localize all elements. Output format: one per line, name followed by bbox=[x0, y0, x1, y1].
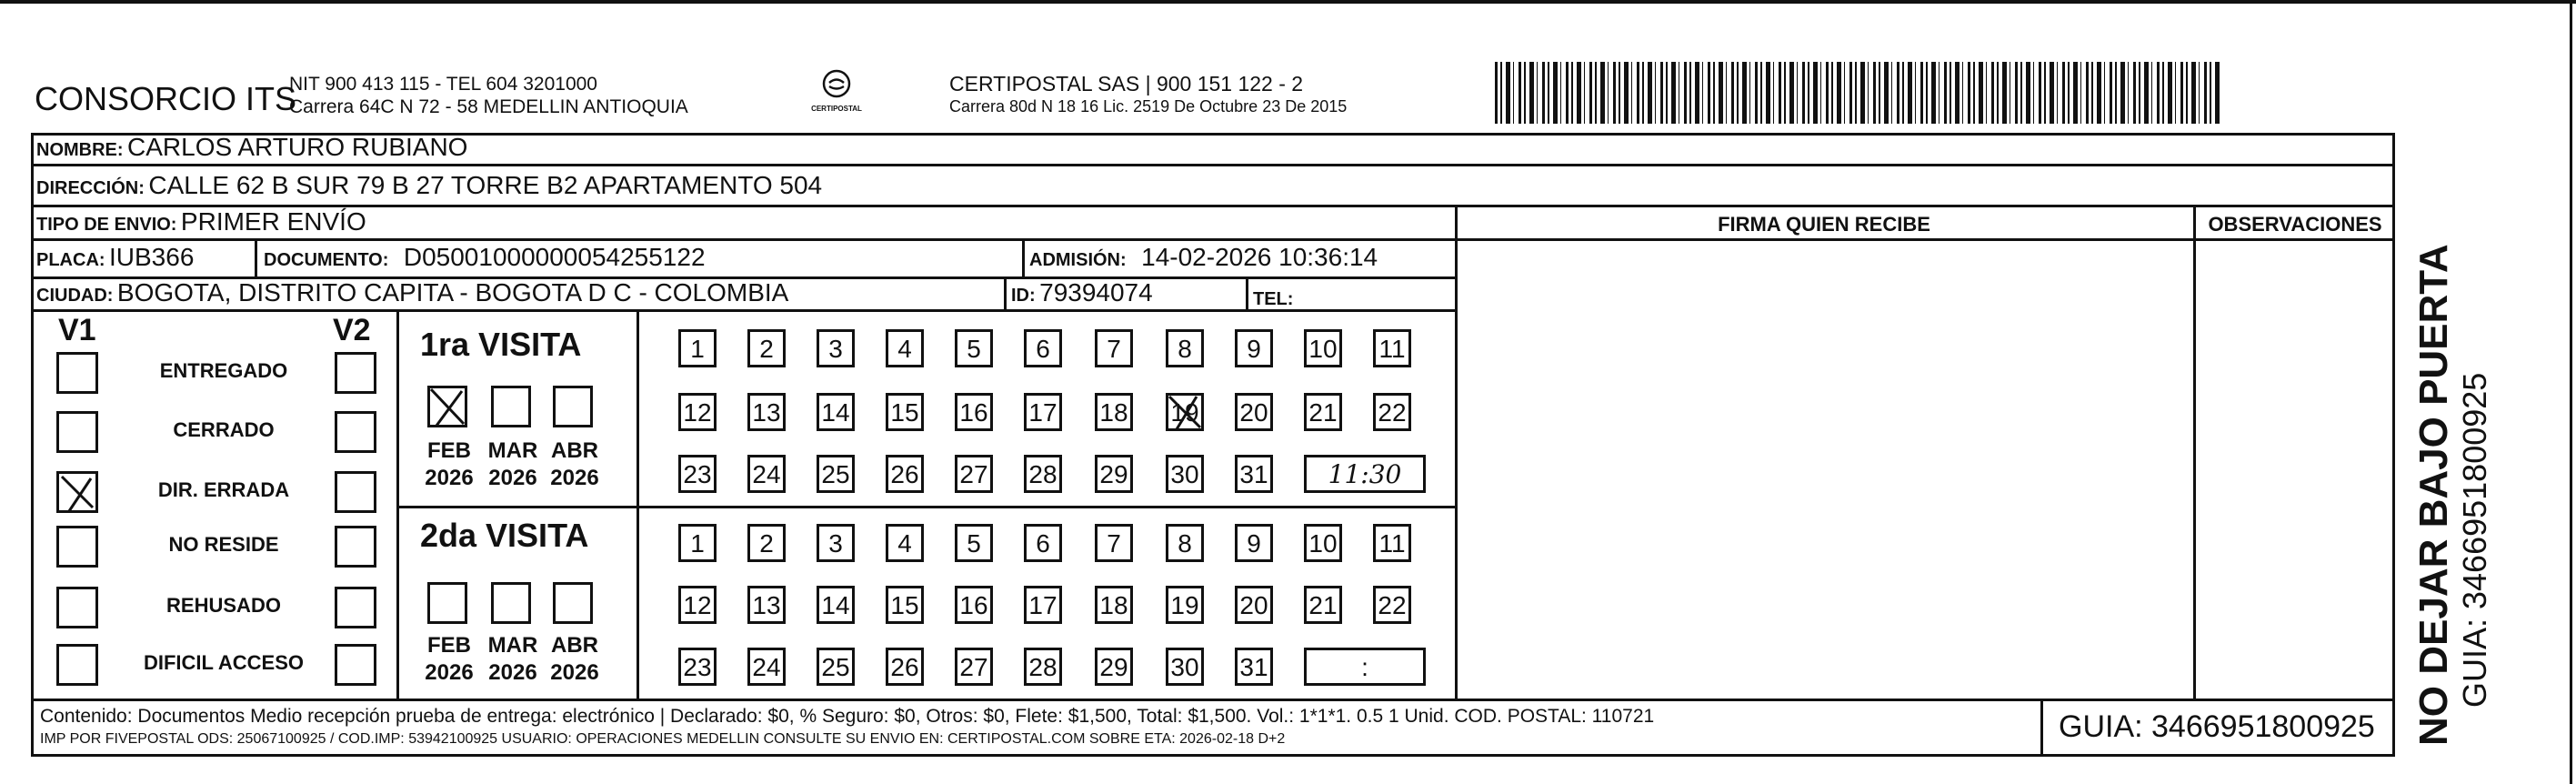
v2-checkbox[interactable] bbox=[335, 352, 376, 394]
firma-header: FIRMA QUIEN RECIBE bbox=[1718, 213, 1930, 236]
id-divider bbox=[1004, 276, 1007, 309]
day-box[interactable]: 6 bbox=[1024, 329, 1062, 367]
v1-checkbox[interactable] bbox=[56, 644, 98, 686]
day-box[interactable]: 1 bbox=[678, 524, 717, 562]
month-checkbox[interactable] bbox=[427, 386, 467, 427]
day-box[interactable]: 23 bbox=[678, 648, 717, 686]
obs-divider bbox=[2193, 205, 2196, 700]
day-box[interactable]: 27 bbox=[955, 648, 993, 686]
month-label: FEB bbox=[427, 633, 471, 658]
side-warning: NO DEJAR BAJO PUERTA bbox=[2411, 244, 2456, 746]
id-value: 79394074 bbox=[1039, 278, 1153, 307]
day-box[interactable]: 22 bbox=[1373, 393, 1411, 431]
logo-icon bbox=[818, 69, 855, 100]
month-checkbox[interactable] bbox=[553, 582, 593, 624]
day-box[interactable]: 12 bbox=[678, 586, 717, 624]
day-box[interactable]: 29 bbox=[1095, 648, 1133, 686]
direccion-label: DIRECCIÓN: bbox=[36, 178, 145, 198]
day-box[interactable]: 24 bbox=[747, 648, 786, 686]
day-box[interactable]: 8 bbox=[1166, 329, 1204, 367]
month-label: MAR bbox=[487, 438, 538, 463]
company-name: CONSORCIO ITS bbox=[35, 80, 297, 117]
day-box[interactable]: 30 bbox=[1166, 648, 1204, 686]
status-label: NO RESIDE bbox=[168, 533, 279, 556]
day-box[interactable]: 11 bbox=[1373, 329, 1411, 367]
day-box[interactable]: 28 bbox=[1024, 648, 1062, 686]
v1-checkbox[interactable] bbox=[56, 526, 98, 568]
right-rule bbox=[2570, 0, 2572, 784]
v2-checkbox[interactable] bbox=[335, 526, 376, 568]
status-label: DIR. ERRADA bbox=[157, 478, 290, 501]
day-box[interactable]: 5 bbox=[955, 524, 993, 562]
v2-checkbox[interactable] bbox=[335, 411, 376, 453]
day-box[interactable]: 11 bbox=[1373, 524, 1411, 562]
month-label: ABR bbox=[551, 633, 598, 658]
day-box[interactable]: 25 bbox=[817, 455, 855, 493]
day-box[interactable]: 24 bbox=[747, 455, 786, 493]
day-box[interactable]: 16 bbox=[955, 586, 993, 624]
admision-cell bbox=[1029, 243, 1378, 272]
v1-label: V1 bbox=[58, 313, 96, 347]
barcode bbox=[1495, 62, 2222, 124]
day-box[interactable]: 9 bbox=[1235, 524, 1273, 562]
visit-divider bbox=[636, 309, 639, 700]
day-box[interactable]: 26 bbox=[886, 455, 924, 493]
placa-cell bbox=[36, 243, 194, 272]
day-box[interactable]: 19 bbox=[1166, 586, 1204, 624]
row-line bbox=[31, 205, 2395, 207]
firma-divider bbox=[1455, 205, 1458, 700]
day-box[interactable]: 9 bbox=[1235, 329, 1273, 367]
day-box[interactable]: 15 bbox=[886, 586, 924, 624]
day-box[interactable]: 4 bbox=[886, 329, 924, 367]
nombre-value: CARLOS ARTURO RUBIANO bbox=[127, 133, 468, 161]
year-label: 2026 bbox=[488, 660, 537, 685]
v2-checkbox[interactable] bbox=[335, 587, 376, 628]
day-box[interactable]: 7 bbox=[1095, 524, 1133, 562]
year-label: 2026 bbox=[425, 660, 474, 685]
day-box[interactable]: 17 bbox=[1024, 393, 1062, 431]
company-address: Carrera 64C N 72 - 58 MEDELLIN ANTIOQUIA bbox=[289, 96, 688, 117]
row-line bbox=[31, 164, 2395, 166]
day-box[interactable]: 31 bbox=[1235, 455, 1273, 493]
direccion-row bbox=[36, 171, 822, 200]
guia-divider bbox=[2040, 699, 2043, 757]
documento-value: D05001000000054255122 bbox=[403, 243, 706, 271]
nombre-row bbox=[36, 133, 467, 162]
tel-divider bbox=[1246, 276, 1248, 309]
courier-details bbox=[949, 73, 1347, 118]
observaciones-header: OBSERVACIONES bbox=[2208, 213, 2382, 236]
ciudad-value: BOGOTA, DISTRITO CAPITA - BOGOTA D C - COLOMBIA bbox=[116, 278, 789, 307]
v1-checkbox[interactable] bbox=[56, 587, 98, 628]
day-box[interactable]: 19 bbox=[1166, 393, 1204, 431]
day-box[interactable]: 8 bbox=[1166, 524, 1204, 562]
day-box[interactable]: 21 bbox=[1304, 393, 1342, 431]
documento-label: DOCUMENTO: bbox=[264, 250, 389, 270]
day-box[interactable]: 21 bbox=[1304, 586, 1342, 624]
day-box[interactable]: 10 bbox=[1304, 329, 1342, 367]
courier-nit: CERTIPOSTAL SAS | 900 151 122 - 2 bbox=[949, 72, 1304, 95]
row-line bbox=[31, 309, 1457, 312]
id-cell bbox=[1011, 278, 1153, 307]
v2-checkbox[interactable] bbox=[335, 644, 376, 686]
v1-checkbox[interactable] bbox=[56, 352, 98, 394]
day-box[interactable]: 3 bbox=[817, 524, 855, 562]
tipo-label: TIPO DE ENVIO: bbox=[36, 215, 177, 235]
v2-label: V2 bbox=[333, 313, 371, 347]
day-box[interactable]: 31 bbox=[1235, 648, 1273, 686]
top-rule bbox=[0, 0, 2576, 4]
footer-guia: GUIA: 3466951800925 bbox=[2059, 709, 2375, 744]
day-box[interactable]: 4 bbox=[886, 524, 924, 562]
v2-checkbox[interactable] bbox=[335, 471, 376, 513]
check-mark-icon bbox=[1166, 393, 1204, 431]
day-box[interactable]: 1 bbox=[678, 329, 717, 367]
side-text bbox=[2411, 146, 2493, 746]
v1-checkbox[interactable] bbox=[56, 411, 98, 453]
id-label: ID: bbox=[1011, 286, 1036, 306]
courier-license: Carrera 80d N 18 16 Lic. 2519 De Octubre 23 De 2015 bbox=[949, 97, 1348, 116]
day-box[interactable]: 22 bbox=[1373, 586, 1411, 624]
day-box[interactable]: 2 bbox=[747, 329, 786, 367]
certipostal-logo bbox=[809, 69, 864, 113]
day-box[interactable]: 12 bbox=[678, 393, 717, 431]
time-written[interactable]: 11:30 bbox=[1304, 455, 1426, 493]
footer-imp: IMP POR FIVEPOSTAL ODS: 25067100925 / COD.IMP: 53942100925 USUARIO: OPERACIONES MEDELLIN CONSULTE SU ENVIO EN: CERTIPOSTAL.COM SOBRE ETA: 2026-02-18 D+2 bbox=[40, 731, 1286, 747]
year-label: 2026 bbox=[550, 660, 599, 685]
v1-checkbox[interactable] bbox=[56, 471, 98, 513]
status-label: DIFICIL ACCESO bbox=[143, 651, 304, 674]
month-checkbox[interactable] bbox=[491, 582, 531, 624]
day-box[interactable]: 2 bbox=[747, 524, 786, 562]
placa-value: IUB366 bbox=[109, 243, 195, 271]
month-checkbox[interactable] bbox=[491, 386, 531, 427]
day-box[interactable]: 15 bbox=[886, 393, 924, 431]
month-label: ABR bbox=[551, 438, 598, 463]
day-box[interactable]: 16 bbox=[955, 393, 993, 431]
placa-label: PLACA: bbox=[36, 250, 105, 270]
day-box[interactable]: 23 bbox=[678, 455, 717, 493]
ciudad-label: CIUDAD: bbox=[36, 286, 114, 306]
first-visit-title: 1ra VISITA bbox=[420, 326, 582, 363]
nombre-label: NOMBRE: bbox=[36, 140, 124, 160]
day-box[interactable]: 5 bbox=[955, 329, 993, 367]
day-box[interactable]: 6 bbox=[1024, 524, 1062, 562]
logo-caption: CERTIPOSTAL bbox=[811, 105, 862, 113]
time-box[interactable]: : bbox=[1304, 648, 1426, 686]
day-box[interactable]: 25 bbox=[817, 648, 855, 686]
day-box[interactable]: 13 bbox=[747, 586, 786, 624]
day-box[interactable]: 28 bbox=[1024, 455, 1062, 493]
ciudad-cell bbox=[36, 278, 788, 307]
day-box[interactable]: 17 bbox=[1024, 586, 1062, 624]
tipo-row bbox=[36, 207, 366, 236]
documento-cell bbox=[264, 243, 706, 272]
day-box[interactable]: 18 bbox=[1095, 586, 1133, 624]
month-checkbox[interactable] bbox=[427, 582, 467, 624]
company-details bbox=[289, 73, 688, 118]
tel-label: TEL: bbox=[1253, 289, 1294, 309]
doc-divider bbox=[1022, 238, 1025, 276]
admision-value: 14-02-2026 10:36:14 bbox=[1141, 243, 1378, 271]
day-box[interactable]: 26 bbox=[886, 648, 924, 686]
check-mark-icon bbox=[427, 386, 467, 427]
day-box[interactable]: 20 bbox=[1235, 586, 1273, 624]
visit-split bbox=[396, 506, 1457, 508]
month-label: MAR bbox=[487, 633, 538, 658]
day-box[interactable]: 14 bbox=[817, 586, 855, 624]
status-divider bbox=[396, 309, 399, 700]
side-guia: GUIA: 3466951800925 bbox=[2456, 372, 2493, 708]
day-box[interactable]: 7 bbox=[1095, 329, 1133, 367]
day-box[interactable]: 3 bbox=[817, 329, 855, 367]
footer-content: Contenido: Documentos Medio recepción prueba de entrega: electrónico | Declarado: $0, % Seguro: $0, Otros: $0, Flete: $1,500, Total: $1,500. Vol.: 1*1*1. 0.5 1 Unid. COD. POSTAL: 110721 bbox=[40, 706, 1655, 727]
year-label: 2026 bbox=[488, 466, 537, 490]
month-checkbox[interactable] bbox=[553, 386, 593, 427]
status-label: ENTREGADO bbox=[159, 359, 288, 382]
year-label: 2026 bbox=[550, 466, 599, 490]
day-box[interactable]: 30 bbox=[1166, 455, 1204, 493]
status-label: REHUSADO bbox=[166, 594, 281, 617]
row-line bbox=[31, 238, 2395, 241]
second-visit-title: 2da VISITA bbox=[420, 517, 589, 554]
tipo-value: PRIMER ENVÍO bbox=[180, 207, 366, 236]
company-nit: NIT 900 413 115 - TEL 604 3201000 bbox=[289, 74, 597, 95]
direccion-value: CALLE 62 B SUR 79 B 27 TORRE B2 APARTAMENTO 504 bbox=[148, 171, 823, 199]
check-mark-icon bbox=[56, 471, 98, 513]
day-box[interactable]: 20 bbox=[1235, 393, 1273, 431]
year-label: 2026 bbox=[425, 466, 474, 490]
day-box[interactable]: 14 bbox=[817, 393, 855, 431]
status-label: CERRADO bbox=[173, 418, 275, 441]
day-box[interactable]: 18 bbox=[1095, 393, 1133, 431]
placa-divider bbox=[255, 238, 257, 276]
month-label: FEB bbox=[427, 438, 471, 463]
day-box[interactable]: 10 bbox=[1304, 524, 1342, 562]
tel-cell bbox=[1253, 282, 1293, 311]
day-box[interactable]: 13 bbox=[747, 393, 786, 431]
day-box[interactable]: 29 bbox=[1095, 455, 1133, 493]
admision-label: ADMISIÓN: bbox=[1029, 250, 1127, 270]
day-box[interactable]: 27 bbox=[955, 455, 993, 493]
